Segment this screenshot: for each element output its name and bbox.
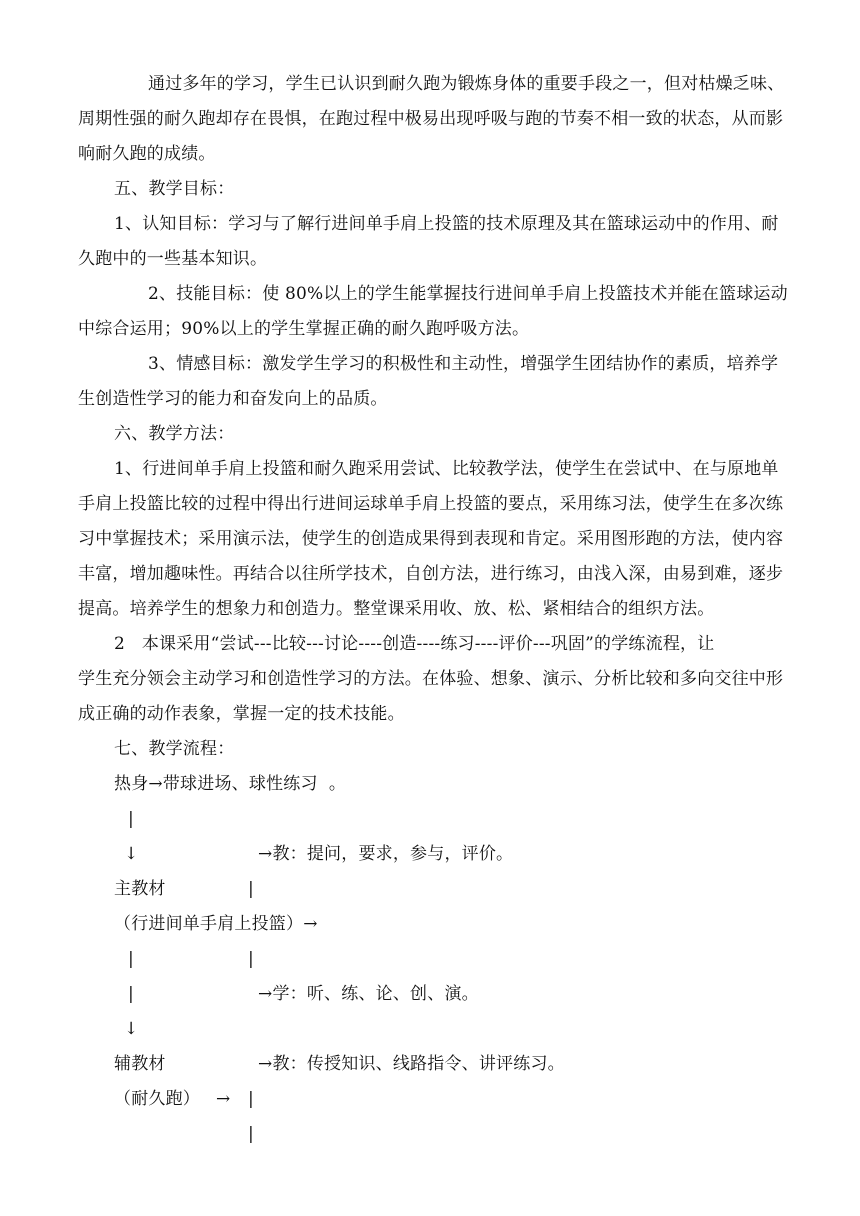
paragraph-line: 久跑中的一些基本知识。 — [78, 249, 268, 269]
paragraph-line: 2 本课采用“尝试---比较---讨论----创造----练习----评价---巩固”的学练流程，让 — [114, 634, 715, 654]
flow-arrow-down: ↓ — [124, 1019, 139, 1039]
flow-connector: | — [248, 879, 254, 899]
paragraph-line: 通过多年的学习，学生已认识到耐久跑为锻炼身体的重要手段之一，但对枯燥乏味、 — [148, 74, 785, 94]
paragraph-line: 1、认知目标：学习与了解行进间单手肩上投篮的技术原理及其在篮球运动中的作用、耐 — [114, 214, 779, 234]
paragraph-line: 学生充分领会主动学习和创造性学习的方法。在体验、想象、演示、分析比较和多向交往中形 — [78, 669, 784, 689]
paragraph-line: 生创造性学习的能力和奋发向上的品质。 — [78, 389, 388, 409]
section-heading: 七、教学流程： — [114, 739, 235, 759]
section-heading: 五、教学目标： — [114, 179, 235, 199]
paragraph-line: 习中掌握技术；采用演示法，使学生的创造成果得到表现和肯定。采用图形跑的方法，使内容 — [78, 529, 784, 549]
flow-arrow-down: ↓ — [124, 844, 139, 864]
paragraph-line: 响耐久跑的成绩。 — [78, 144, 216, 164]
flow-connector: | — [128, 809, 134, 829]
flow-connector: | — [248, 1089, 254, 1109]
paragraph-line: 2、技能目标：使 80%以上的学生能掌握技行进间单手肩上投篮技术并能在篮球运动 — [148, 284, 788, 304]
flow-connector: | — [128, 984, 134, 1004]
flow-connector: | — [248, 949, 254, 969]
flow-teach-2: →教：传授知识、线路指令、讲评练习。 — [258, 1054, 565, 1074]
paragraph-line: 中综合运用；90%以上的学生掌握正确的耐久跑呼吸方法。 — [78, 319, 530, 339]
section-heading: 六、教学方法： — [114, 424, 235, 444]
flow-aux-material-detail: （耐久跑） — [114, 1089, 200, 1109]
paragraph-line: 成正确的动作表象，掌握一定的技术技能。 — [78, 704, 405, 724]
paragraph-line: 提高。培养学生的想象力和创造力。整堂课采用收、放、松、紧相结合的组织方法。 — [78, 599, 715, 619]
flow-aux-material: 辅教材 — [114, 1054, 166, 1074]
flow-main-material-detail: （行进间单手肩上投篮）→ — [114, 914, 318, 934]
flow-main-material: 主教材 — [114, 879, 166, 899]
paragraph-line: 丰富，增加趣味性。再结合以往所学技术，自创方法，进行练习，由浅入深，由易到难，逐步 — [78, 564, 784, 584]
flow-connector: | — [248, 1124, 254, 1144]
flow-arrow-right: → — [216, 1089, 231, 1109]
paragraph-line: 1、行进间单手肩上投篮和耐久跑采用尝试、比较教学法，使学生在尝试中、在与原地单 — [114, 459, 779, 479]
flow-teach-1: →教：提问，要求，参与，评价。 — [258, 844, 514, 864]
paragraph-line: 3、情感目标：激发学生学习的积极性和主动性，增强学生团结协作的素质，培养学 — [148, 354, 779, 374]
paragraph-line: 手肩上投篮比较的过程中得出行进间运球单手肩上投篮的要点，采用练习法，使学生在多次练 — [78, 494, 784, 514]
flow-warmup: 热身→带球进场、球性练习 。 — [114, 774, 347, 794]
flow-connector: | — [128, 949, 134, 969]
flow-learn: →学：听、练、论、创、演。 — [258, 984, 479, 1004]
paragraph-line: 周期性强的耐久跑却存在畏惧，在跑过程中极易出现呼吸与跑的节奏不相一致的状态，从而影 — [78, 109, 784, 129]
